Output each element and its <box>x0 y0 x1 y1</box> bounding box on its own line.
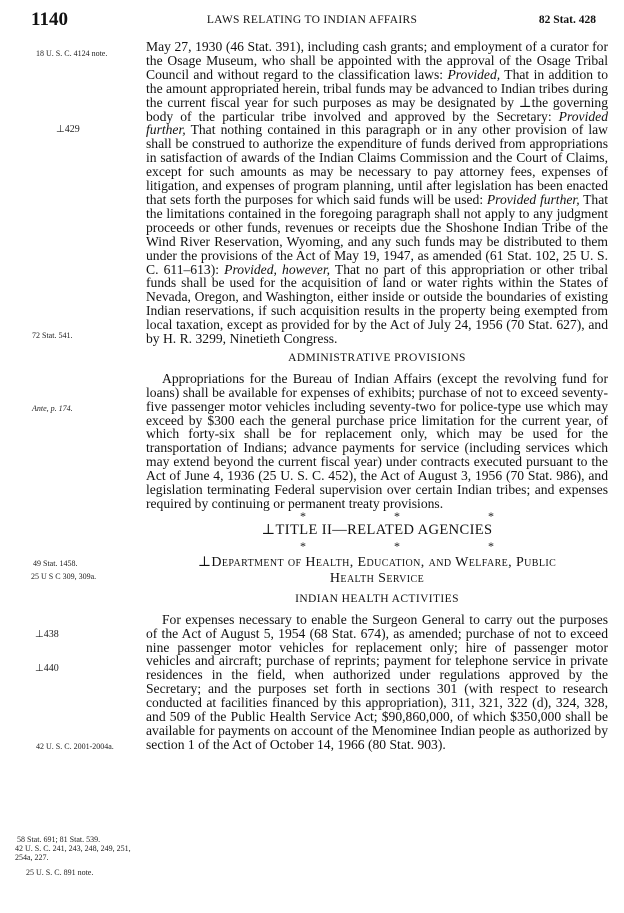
star: * <box>394 538 400 553</box>
page-header <box>0 9 624 33</box>
margin-note: 42 U. S. C. 241, 243, 248, 249, 251, 254a, 227. <box>15 844 131 862</box>
margin-note: 42 U. S. C. 2001-2004a. <box>36 742 114 751</box>
department-heading-line: Health Service <box>329 570 425 586</box>
section-heading-administrative: ADMINISTRATIVE PROVISIONS <box>288 351 466 364</box>
proviso: Provided, <box>447 66 501 82</box>
margin-note: 72 Stat. 541. <box>32 331 73 340</box>
margin-note: 18 U. S. C. 4124 note. <box>36 49 108 58</box>
star: * <box>488 538 494 553</box>
proviso: Provided further, <box>486 191 580 207</box>
star: * <box>300 538 306 553</box>
star: * <box>488 508 494 523</box>
text-run: That no part of this appropriation or other tribal funds shall be used for the acquisition of land or water rights within the States of Nevada, Oregon, and Washington, either inside or outside the boundaries of existing Indian reservations, if such acquisition results in the property being exempted from local taxation, except as provided for by the Act of July 24, 1956 (70 Stat. 627), and by H. R. 3299, Ninetieth Congress. <box>146 261 608 347</box>
text-run: That nothing contained in this paragraph or in any other provision of law shall be construed to authorize the expenditure of funds derived from appropriations in satisfaction of awards of the Indian Claims Commission and the Court of Claims, except for such amounts as may be necessary to pay attorney fees, expenses of litigation, and expenses of program planning, until after legislation has been enacted that sets forth the purposes for which said funds will be used: <box>146 122 608 207</box>
proviso: Provided, however, <box>224 261 330 277</box>
ellipsis-stars <box>146 508 608 523</box>
margin-note: 25 U S C 309, 309a. <box>31 572 97 581</box>
stat-reference: 82 Stat. 428 <box>538 14 596 26</box>
proviso: Provided further, <box>146 108 608 138</box>
margin-note: 58 Stat. 691; 81 Stat. 539. <box>17 835 101 844</box>
ellipsis-stars <box>146 538 608 553</box>
star: * <box>300 508 306 523</box>
margin-note: 25 U. S. C. 891 note. <box>26 868 94 877</box>
page-number: 1140 <box>31 9 68 30</box>
margin-page-marker: ⊥429 <box>56 124 80 135</box>
text-run: That in addition to the amount appropriated herein, tribal funds may be advanced to Indian tribes during the current fiscal year for such purposes as may be designated by ⊥the governing body of the particular tribe involved and approved by the Secretary: <box>146 66 608 124</box>
margin-note: Ante, p. 174. <box>32 404 73 413</box>
text-run: May 27, 1930 (46 Stat. 391), including cash grants; and employment of a curator for the Osage Museum, who shall be appointed with the approval of the Osage Tribal Council and without regard to the classification laws: <box>146 39 608 82</box>
margin-note: 49 Stat. 1458. <box>33 559 78 568</box>
department-heading <box>146 555 608 587</box>
paragraph-indian-health: For expenses necessary to enable the Surgeon General to carry out the purposes of the Act of August 5, 1954 (68 Stat. 674), as amended; purchase of not to exceed nine passenger motor vehicles for replacement only; hire of passenger motor vehicles and aircraft; purchase of reprints; payment for telephone service in private residences in the field, when authorized under regulations approved by the Secretary; and the purposes set forth in sections 301 (with respect to research conducted at facilities financed by this appropriation), 311, 321, 322 (d), 324, 328, and 509 of the Public Health Service Act; $90,860,000, of which $350,000 shall be available for payments on account of the Menominee Indian people as authorized by section 1 of the Act of October 14, 1966 (80 Stat. 903). <box>146 611 608 752</box>
running-title: LAWS RELATING TO INDIAN AFFAIRS <box>206 14 418 26</box>
document-body <box>146 40 608 752</box>
star: * <box>394 508 400 523</box>
section-heading-indian-health: INDIAN HEALTH ACTIVITIES <box>295 592 459 605</box>
text-run: That the limitations contained in the foregoing paragraph shall not apply to any judgment proceeds or other funds, revenues or receipts due the Shoshone Indian Tribe of the Wind River Reservation, Wyoming, and any such funds may be distributed to them under the provisions of the Act of May 19, 1947, as amended (61 Stat. 102, 25 U. S. C. 611–613): <box>146 191 608 277</box>
paragraph-administrative: Appropriations for the Bureau of Indian Affairs (except the revolving fund for loans) shall be available for expenses of exhibits; purchase of not to exceed seventy-five passenger motor vehicles including seventy-two for police-type use which may exceed by $300 each the general purchase price limitation for the current year, of which forty-six shall be for replacement only, which may be used for the transportation of Indians; advance payments for service (including services which may extend beyond the current fiscal year) under contracts executed pursuant to the Act of June 4, 1936 (25 U. S. C. 452), the Act of August 3, 1956 (70 Stat. 986), and legislation terminating Federal supervision over certain Indian tribes; and expenses required by continuing or permanent treaty provisions. <box>146 370 608 511</box>
margin-page-marker: ⊥440 <box>35 663 59 674</box>
margin-page-marker: ⊥438 <box>35 629 59 640</box>
title-heading: ⊥TITLE II—RELATED AGENCIES <box>261 521 493 538</box>
paragraph-tribal-funds <box>146 40 608 346</box>
department-heading-line: ⊥Department of Health, Education, and Welfare, Public <box>197 554 557 570</box>
